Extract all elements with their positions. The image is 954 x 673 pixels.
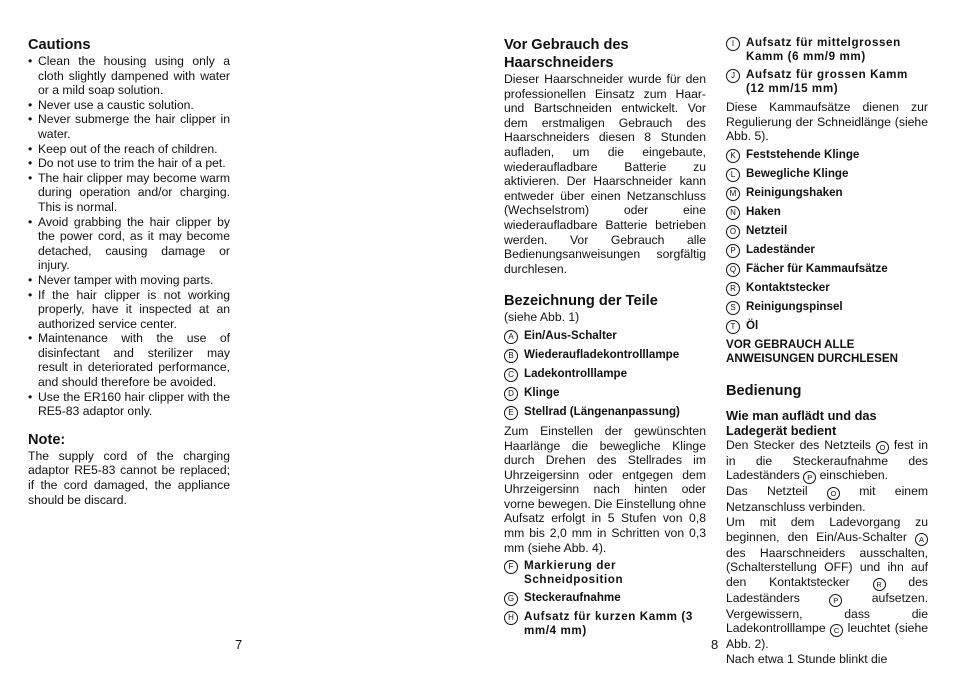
circled-letter-icon: C: [504, 368, 518, 382]
laden-heading: Wie man auflädt und das Ladegerät bedient: [726, 407, 877, 438]
parts-list-b: [504, 559, 706, 638]
circled-letter-icon: M: [726, 187, 740, 201]
part-label: Aufsatz für grossen Kamm (12 mm/15 mm): [746, 68, 908, 95]
part-label: Kontaktstecker: [746, 280, 830, 294]
part-label: Klinge: [524, 385, 560, 399]
part-label: Fächer für Kammaufsätze: [746, 261, 888, 275]
part-label: Aufsatz für kurzen Kamm (3 mm/4 mm): [524, 610, 693, 638]
list-item: [504, 329, 706, 344]
circled-letter-icon: N: [726, 206, 740, 220]
note-text: The supply cord of the charging adaptor RE5-83 cannot be replaced; if the cord damaged, the appliance should be discard.: [28, 448, 230, 507]
list-item: [726, 68, 928, 96]
part-label: Bewegliche Klinge: [746, 166, 849, 180]
kamm-text: Diese Kammaufsätze dienen zur Regulierung der Schneidlänge (siehe Abb. 5).: [726, 100, 928, 144]
list-item: • Never submerge the hair clipper in water.: [28, 112, 230, 141]
list-item: [726, 300, 928, 315]
caps-note: VOR GEBRAUCH ALLE ANWEISUNGEN DURCHLESEN: [726, 337, 898, 365]
list-item: [726, 243, 928, 258]
list-item: [726, 262, 928, 277]
circled-letter-icon: O: [726, 225, 740, 239]
list-item: [504, 405, 706, 420]
laden-paragraph-2: Das Netzteil O mit einem Netzanschluss verbinden.: [726, 484, 928, 515]
list-item: [726, 167, 928, 182]
list-item: [726, 148, 928, 163]
laden-paragraph-3: Um mit dem Ladevorgang zu beginnen, den Ein/Aus-Schalter A des Haarschneiders ausschalten, (Schalterstellung OFF) und ihn auf den Kontaktstecker R des Ladeständers P aufsetzen. Vergewissern, dass die Ladekontrolllampe C leuchtet (siehe Abb. 2).: [726, 514, 929, 652]
part-label: Markierung der Schneidposition: [524, 559, 624, 587]
cautions-column: [28, 36, 230, 507]
circled-letter-icon: I: [726, 37, 740, 51]
list-item: [726, 205, 928, 220]
list-item: [726, 319, 928, 334]
part-label: Reinigungshaken: [746, 185, 843, 199]
list-item: • Never use a caustic solution.: [28, 98, 230, 113]
part-label: Haken: [746, 204, 781, 218]
parts-list-a: [504, 329, 706, 420]
circled-letter-icon: T: [726, 320, 740, 334]
note-heading: Note:: [28, 431, 66, 448]
page-number-right: 8: [711, 637, 719, 652]
part-label: Feststehende Klinge: [746, 147, 860, 161]
list-item: • Do not use to trim the hair of a pet.: [28, 156, 230, 171]
list-item: • Maintenance with the use of disinfectant and sterilizer may result in deteriorated performance, and should therefore be avoided.: [28, 331, 230, 389]
part-label: Ein/Aus-Schalter: [524, 328, 617, 342]
circled-letter-icon: P: [803, 471, 816, 484]
circled-letter-icon: R: [726, 282, 740, 296]
circled-letter-icon: F: [504, 560, 518, 574]
list-item: • Never tamper with moving parts.: [28, 273, 230, 288]
parts-heading: Bezeichnung der Teile: [504, 293, 658, 310]
parts-list-d: [726, 148, 928, 334]
circled-letter-icon: O: [827, 487, 840, 500]
list-item: [504, 591, 706, 606]
cautions-list: [28, 54, 230, 419]
circled-letter-icon: S: [726, 301, 740, 315]
circled-letter-icon: K: [726, 149, 740, 163]
circled-letter-icon: A: [504, 330, 518, 344]
part-label: Stellrad (Längenanpassung): [524, 404, 680, 418]
part-label: Wiederaufladekontrolllampe: [524, 347, 680, 361]
list-item: • If the hair clipper is not working properly, have it inspected at an authorized service center.: [28, 288, 230, 332]
circled-letter-icon: E: [504, 406, 518, 420]
circled-letter-icon: G: [504, 592, 518, 606]
list-item: • Avoid grabbing the hair clipper by the power cord, as it may become detached, causing damage or injury.: [28, 215, 230, 273]
list-item: [504, 610, 706, 638]
list-item: [726, 186, 928, 201]
list-item: • The hair clipper may become warm during operation and/or charging. This is normal.: [28, 171, 230, 215]
circled-letter-icon: B: [504, 349, 518, 363]
list-item: [726, 224, 928, 239]
list-item: • Clean the housing using only a cloth slightly dampened with water or a mild soap solution.: [28, 54, 230, 98]
circled-letter-icon: L: [726, 168, 740, 182]
part-label: Ladekontrolllampe: [524, 366, 628, 380]
list-item: [726, 36, 928, 64]
circled-letter-icon: A: [915, 533, 928, 546]
list-item: [726, 281, 928, 296]
circled-letter-icon: C: [830, 624, 843, 637]
part-label: Reinigungspinsel: [746, 299, 843, 313]
bedienung-heading: Bedienung: [726, 382, 802, 399]
list-item: • Keep out of the reach of children.: [28, 142, 230, 157]
vor-gebrauch-heading: Vor Gebrauch des Haarschneiders: [504, 37, 629, 71]
list-item: • Use the ER160 hair clipper with the RE5-83 adaptor only.: [28, 390, 230, 419]
circled-letter-icon: D: [504, 387, 518, 401]
part-label: Ladeständer: [746, 242, 815, 256]
circled-letter-icon: P: [726, 244, 740, 258]
circled-letter-icon: P: [829, 594, 842, 607]
circled-letter-icon: O: [876, 441, 889, 454]
list-item: [504, 367, 706, 382]
laden-paragraph-1: Den Stecker des Netzteils O fest in in die Steckeraufnahme des Ladeständers P einschieben.: [726, 437, 929, 483]
circled-letter-icon: R: [873, 578, 886, 591]
parts-subtitle: (siehe Abb. 1): [504, 310, 580, 325]
laden-paragraph-4: Nach etwa 1 Stunde blinkt die: [726, 651, 888, 666]
page-number-left: 7: [235, 637, 243, 652]
parts-list-c: [726, 36, 928, 96]
stellrad-text: Zum Einstellen der gewünschten Haarlänge die bewegliche Klinge durch Drehen des Stellrades im Uhrzeigersinn oder entgegen dem Uhrzeigersinn nach hinten oder vorne bewegen. Die Einstellung ohne Aufsatz erfolgt in 5 Stufen von 0,8 mm bis 2,0 mm in Schritten von 0,3 mm (siehe Abb. 4).: [504, 423, 706, 555]
parts-column: [726, 36, 928, 667]
list-item: [504, 348, 706, 363]
part-label: Öl: [746, 318, 759, 332]
circled-letter-icon: J: [726, 69, 740, 83]
part-label: Netzteil: [746, 223, 788, 237]
list-item: [504, 386, 706, 401]
vor-gebrauch-text: Dieser Haarschneider wurde für den professionellen Einsatz zum Haar- und Bartschneiden entwickelt. Vor dem erstmaligen Gebrauch des Haarschneiders diesen 8 Stunden aufladen, um die eingebaute, wiederaufladbare Batterie zu aktivieren. Der Haarschneider kann entweder über einen Netzanschluss (Wechselstrom) oder eine wiederaufladbare Batterie betrieben werden. Vor Gebrauch alle Bedienungsanweisungen sorgfältig durchlesen.: [504, 72, 706, 276]
part-label: Aufsatz für mittelgrossen Kamm (6 mm/9 mm): [746, 36, 901, 63]
vor-gebrauch-column: [504, 36, 706, 642]
circled-letter-icon: Q: [726, 263, 740, 277]
list-item: [504, 559, 706, 587]
cautions-heading: Cautions: [28, 37, 91, 53]
part-label: Steckeraufnahme: [524, 591, 621, 605]
circled-letter-icon: H: [504, 611, 518, 625]
